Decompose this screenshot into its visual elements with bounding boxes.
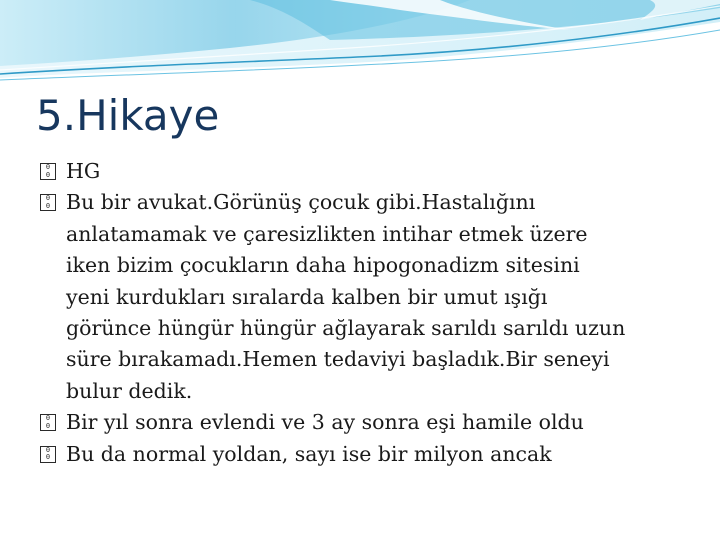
header-wave-decoration	[0, 0, 720, 90]
bullet-text-line: Bu da normal yoldan, sayı ise bir milyon ancak	[66, 441, 552, 466]
bullet-placeholder-icon: 0 0	[40, 414, 56, 431]
bullet-item	[40, 407, 680, 438]
bullet-text-line: yeni kurdukları sıralarda kalben bir umut ışığı	[66, 284, 548, 309]
bullet-text-line: Bu bir avukat.Görünüş çocuk gibi.Hastalığını	[66, 190, 536, 215]
bullet-item	[40, 439, 680, 470]
slide-title: 5.Hikaye	[36, 91, 220, 140]
bullet-text-line: görünce hüngür hüngür ağlayarak sarıldı sarıldı uzun	[66, 316, 626, 341]
bullet-text-line: HG	[66, 159, 101, 183]
bullet-text-line: bulur dedik.	[66, 378, 193, 403]
bullet-text-line: iken bizim çocukların daha hipogonadizm sitesini	[66, 253, 580, 278]
bullet-text-line: anlatamamak ve çaresizlikten intihar etmek üzere	[66, 221, 588, 246]
bullet-placeholder-icon: 0 0	[40, 163, 56, 180]
bullet-text-line: süre bırakamadı.Hemen tedaviyi başladık.Bir seneyi	[66, 347, 610, 372]
bullet-text-line: Bir yıl sonra evlendi ve 3 ay sonra eşi hamile oldu	[66, 410, 584, 435]
bullet-placeholder-icon: 0 0	[40, 194, 56, 211]
bullet-item	[40, 187, 680, 407]
bullet-placeholder-icon: 0 0	[40, 446, 56, 463]
bullet-item	[40, 156, 680, 187]
bullet-list	[40, 156, 680, 470]
